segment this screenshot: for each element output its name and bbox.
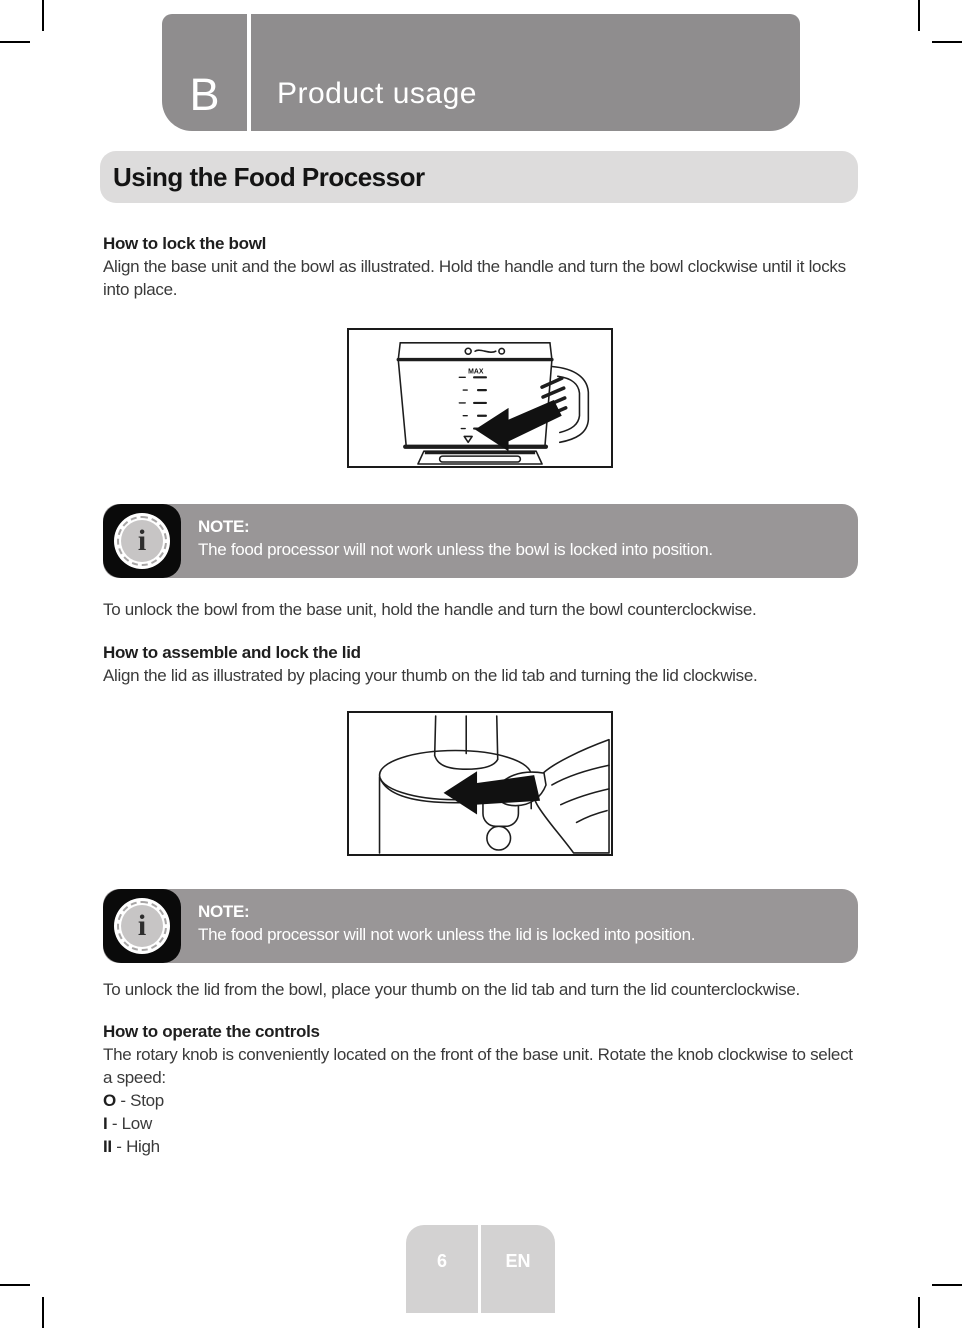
speed-key: I	[103, 1114, 108, 1133]
language-box	[481, 1225, 555, 1313]
controls-heading: How to operate the controls	[103, 1022, 320, 1041]
speed-item-low	[103, 1112, 152, 1135]
bowl-figure	[347, 328, 613, 468]
speed-key: O	[103, 1091, 116, 1110]
bowl-lock-illustration	[349, 330, 611, 466]
section-title-bar	[100, 151, 858, 203]
speed-label: Stop	[130, 1091, 164, 1110]
chapter-letter: B	[189, 69, 220, 120]
speed-key: II	[103, 1137, 112, 1156]
info-icon-ring	[114, 513, 170, 569]
header-divider	[247, 14, 251, 131]
crop-mark-top-right-v	[918, 0, 920, 31]
language-code: EN	[505, 1251, 531, 1271]
info-icon	[103, 504, 181, 578]
bowl-max-label: MAX	[468, 368, 484, 376]
chapter-header	[162, 14, 800, 131]
speed-label: High	[126, 1137, 160, 1156]
lid-note-callout	[103, 889, 858, 963]
page-number-box	[406, 1225, 478, 1313]
info-icon	[103, 889, 181, 963]
crop-mark-bottom-right-h	[932, 1284, 962, 1286]
lid-lock-illustration	[349, 713, 611, 854]
controls-paragraph: The rotary knob is conveniently located on the front of the base unit. Rotate the knob clockwise to select a speed:	[103, 1045, 853, 1087]
lock-bowl-paragraph: Align the base unit and the bowl as illustrated. Hold the handle and turn the bowl clockwise until it locks into place.	[103, 257, 846, 299]
lock-lid-heading: How to assemble and lock the lid	[103, 643, 361, 662]
bowl-note-label: NOTE:	[198, 517, 250, 536]
speed-sep: -	[115, 1091, 131, 1110]
speed-label: Low	[121, 1114, 152, 1133]
speed-sep: -	[111, 1137, 127, 1156]
speed-sep: -	[107, 1114, 122, 1133]
crop-mark-top-left-h	[0, 41, 30, 43]
crop-mark-bottom-right-v	[918, 1297, 920, 1328]
info-icon-ring	[114, 898, 170, 954]
page-number: 6	[436, 1251, 447, 1271]
lock-lid-paragraph: Align the lid as illustrated by placing your thumb on the lid tab and turning the lid clockwise.	[103, 666, 758, 685]
crop-mark-top-left-v	[42, 0, 44, 31]
info-icon-glyph: i	[121, 905, 163, 947]
lid-figure	[347, 711, 613, 856]
unlock-lid-paragraph: To unlock the lid from the bowl, place your thumb on the lid tab and turn the lid counterclockwise.	[103, 980, 800, 999]
lid-note-text: The food processor will not work unless the lid is locked into position.	[198, 925, 696, 944]
bowl-note-text: The food processor will not work unless the bowl is locked into position.	[198, 540, 713, 559]
crop-mark-bottom-left-v	[42, 1297, 44, 1328]
unlock-bowl-paragraph: To unlock the bowl from the base unit, hold the handle and turn the bowl counterclockwise.	[103, 600, 757, 619]
lock-bowl-heading: How to lock the bowl	[103, 234, 267, 253]
crop-mark-top-right-h	[932, 41, 962, 43]
section-title: Using the Food Processor	[113, 161, 425, 192]
info-icon-glyph: i	[121, 520, 163, 562]
speed-item-high	[103, 1135, 160, 1158]
speed-item-stop	[103, 1089, 164, 1112]
crop-mark-bottom-left-h	[0, 1284, 30, 1286]
bowl-note-callout	[103, 504, 858, 578]
lid-note-label: NOTE:	[198, 902, 250, 921]
hand-illustration	[534, 740, 609, 853]
rotate-bowl-arrow-icon	[475, 400, 562, 451]
chapter-title: Product usage	[277, 77, 477, 110]
